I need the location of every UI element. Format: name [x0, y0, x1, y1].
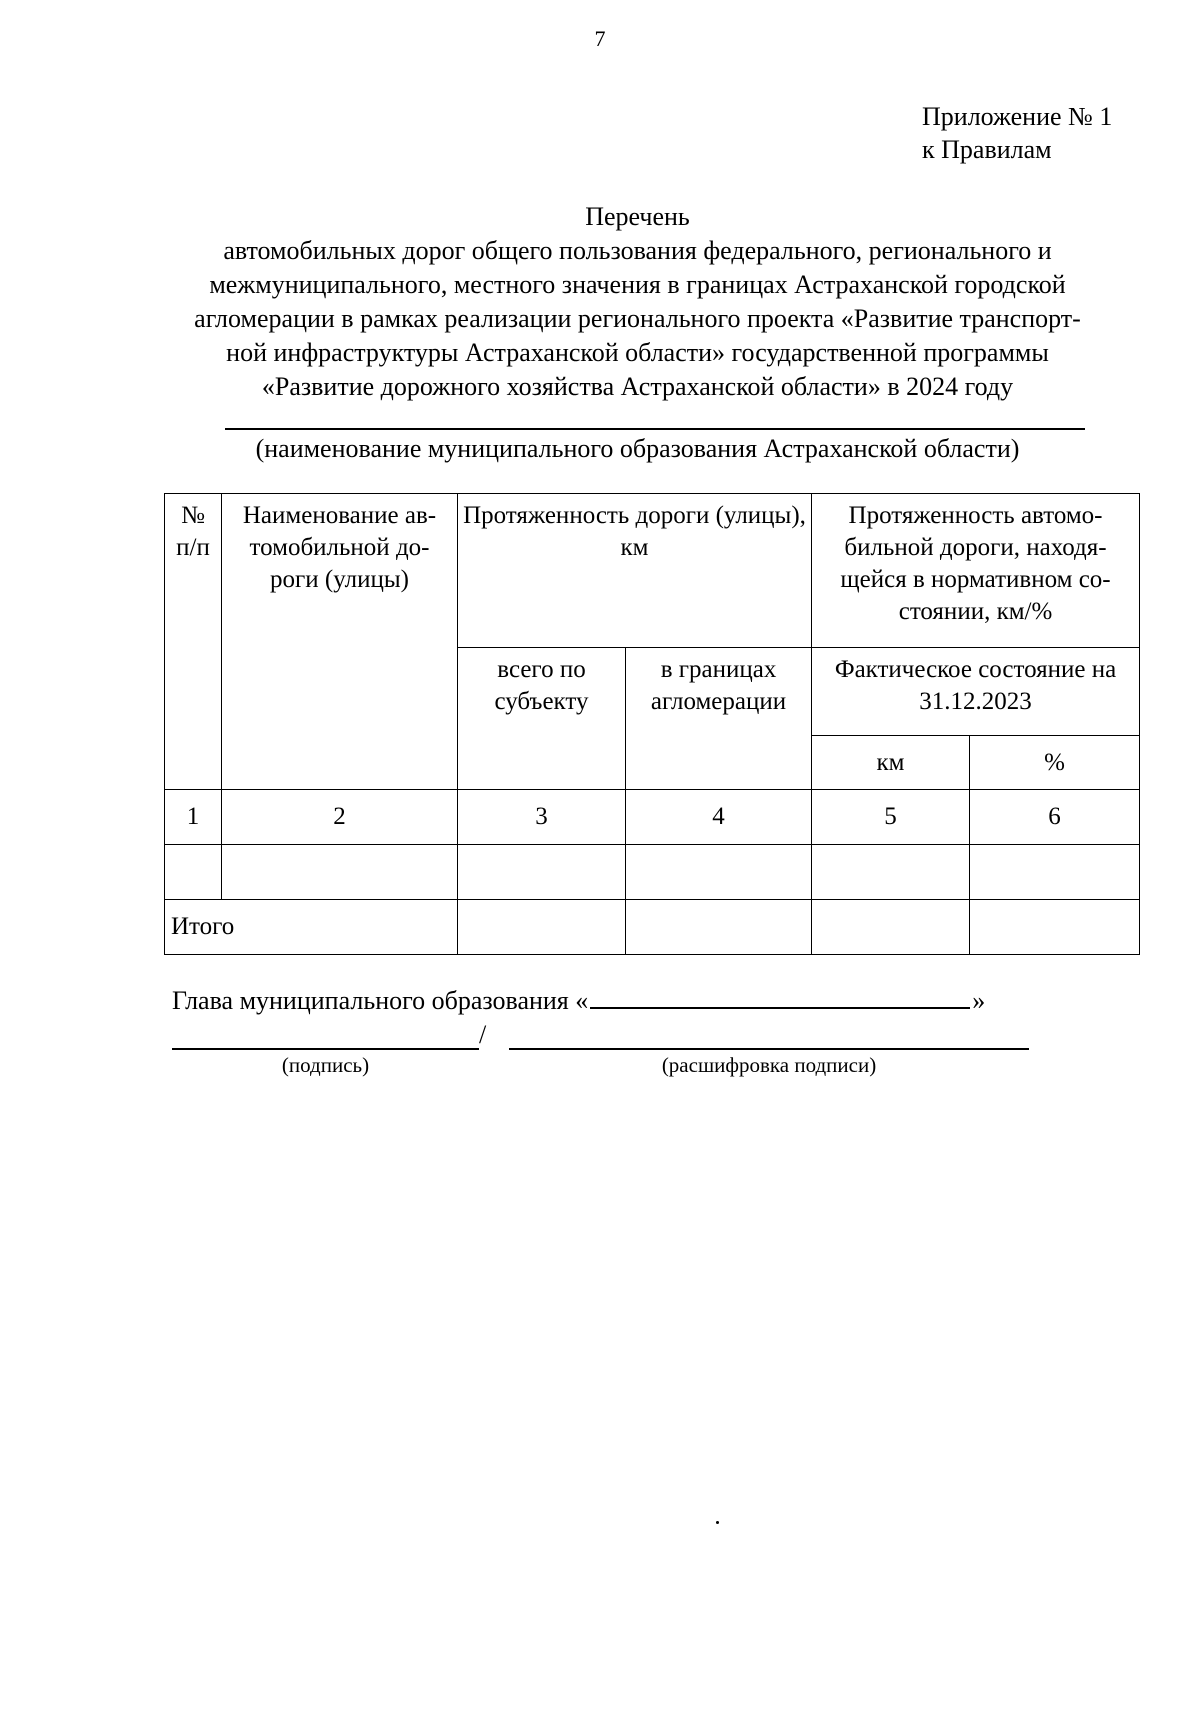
head-label: Глава муниципального образования «	[172, 986, 589, 1015]
title-line: ной инфраструктуры Астраханской области» государственной программы	[226, 338, 1049, 367]
page-number: 7	[594, 26, 606, 51]
header-number: № п/п	[165, 494, 222, 790]
column-number: 3	[458, 790, 626, 845]
municipality-name-blank	[590, 987, 970, 1009]
column-number: 1	[165, 790, 222, 845]
roads-table	[164, 493, 1140, 955]
column-number: 4	[626, 790, 812, 845]
document-title	[160, 200, 1115, 404]
empty-cell	[626, 900, 812, 955]
header-actual-state: Фактическое состояние на 31.12.2023	[812, 648, 1140, 736]
title-line: межмуниципального, местного значения в границах Астраханской городской	[209, 270, 1066, 299]
empty-cell	[812, 845, 970, 900]
header-km: км	[812, 736, 970, 790]
header-normative-length: Протяженность автомо-бильной дороги, находя-щейся в нормативном со-стоянии, км/%	[812, 494, 1140, 648]
appendix-header	[922, 100, 1112, 166]
total-label: Итого	[165, 900, 458, 955]
municipality-blank-line	[225, 428, 1085, 430]
total-row	[165, 900, 1140, 955]
empty-cell	[970, 845, 1140, 900]
table-row	[165, 845, 1140, 900]
empty-cell	[222, 845, 458, 900]
empty-cell	[812, 900, 970, 955]
title-line: агломерации в рамках реализации регионального проекта «Развитие транспорт-	[194, 304, 1081, 333]
empty-cell	[970, 900, 1140, 955]
signature-blank-line	[172, 1048, 479, 1050]
empty-cell	[165, 845, 222, 900]
title-line: автомобильных дорог общего пользования федерального, регионального и	[223, 236, 1052, 265]
empty-cell	[626, 845, 812, 900]
column-number: 5	[812, 790, 970, 845]
empty-cell	[458, 845, 626, 900]
header-total-subject: всего по субъекту	[458, 648, 626, 790]
head-signature-line	[172, 986, 985, 1016]
signature-caption: (подпись)	[281, 1053, 370, 1077]
signature-decode-blank-line	[509, 1048, 1029, 1050]
header-road-name: Наименование ав-томобильной до-роги (улицы)	[222, 494, 458, 790]
header-in-agglomeration: в границах агломерации	[626, 648, 812, 790]
title-line: «Развитие дорожного хозяйства Астраханской области» в 2024 году	[261, 372, 1014, 401]
column-number: 6	[970, 790, 1140, 845]
appendix-reference: к Правилам	[922, 135, 1052, 164]
signature-slash: /	[479, 1020, 487, 1049]
title-heading: Перечень	[585, 202, 690, 231]
header-road-length: Протяженность дороги (улицы), км	[458, 494, 812, 648]
column-number: 2	[222, 790, 458, 845]
close-quote: »	[972, 986, 986, 1015]
stray-dot	[716, 1521, 719, 1524]
empty-cell	[458, 900, 626, 955]
header-percent: %	[970, 736, 1140, 790]
signature-decode-caption: (расшифровка подписи)	[661, 1053, 877, 1077]
municipality-caption: (наименование муниципального образования Астраханской области)	[255, 434, 1020, 463]
appendix-number: Приложение № 1	[922, 102, 1113, 131]
